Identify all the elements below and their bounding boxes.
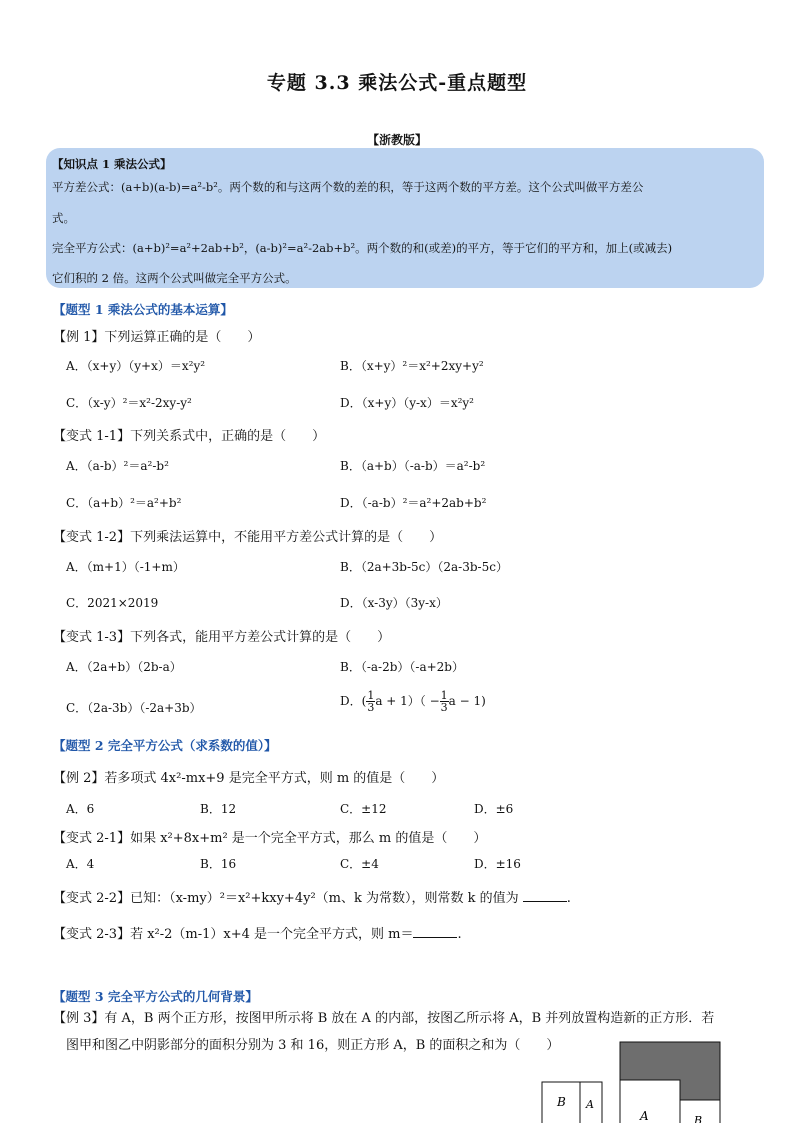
- section-heading-type3: 【题型 3 完全平方公式的几何背景】: [53, 989, 258, 1004]
- variant-2-2-end: .: [566, 891, 571, 906]
- fraction-one-third-2: [440, 690, 449, 713]
- variant-2-1-stem: 【变式 2-1】如果 x²+8x+m² 是一个完全平方式，那么 m 的值是（ ）: [53, 831, 487, 846]
- variant-1-3-option-b: B．（-a-2b）（-a+2b）: [340, 660, 464, 674]
- variant-2-2-stem: [53, 887, 571, 906]
- example-1-option-c: C．（x-y）²＝x²-2xy-y²: [66, 396, 192, 410]
- example-1-stem: 【例 1】下列运算正确的是（ ）: [53, 330, 261, 345]
- fraction-one-third: [366, 690, 375, 713]
- example-1-option-b: B．（x+y）²＝x²+2xy+y²: [340, 359, 484, 373]
- section-heading-type1: 【题型 1 乘法公式的基本运算】: [53, 302, 233, 317]
- example-2-option-d: D．±6: [474, 802, 514, 816]
- variant-1-3-option-d: [340, 690, 486, 713]
- variant-2-1-option-d: D．±16: [474, 857, 521, 871]
- square-a: [620, 1080, 680, 1123]
- example-1-option-a: A．（x+y）（y+x）＝x²y²: [66, 359, 206, 373]
- variant-2-3-text: 【变式 2-3】若 x²-2（m-1）x+4 是一个完全平方式，则 m＝: [53, 927, 414, 942]
- variant-1-3-stem: 【变式 1-3】下列各式，能用平方差公式计算的是（ ）: [53, 630, 391, 645]
- figure2-label-a: A: [640, 1109, 649, 1123]
- edition-label: 【浙教版】: [366, 133, 427, 147]
- option-d-prefix: D．(: [340, 694, 367, 708]
- example-1-option-d: D．（x+y）（y-x）＝x²y²: [340, 396, 474, 410]
- example-2-stem: 【例 2】若多项式 4x²-mx+9 是完全平方式，则 m 的值是（ ）: [53, 771, 445, 786]
- knowledge-box: [46, 148, 764, 288]
- knowledge-line-2: 式。: [52, 211, 75, 225]
- answer-blank[interactable]: [413, 925, 457, 938]
- knowledge-line-1: 平方差公式：(a+b)(a-b)=a²-b²。两个数的和与这两个数的差的积，等于这两个数的平方差。这个公式叫做平方差公: [52, 180, 644, 194]
- fraction-denominator-2: 3: [440, 701, 448, 714]
- variant-1-1-stem: 【变式 1-1】下列关系式中，正确的是（ ）: [53, 429, 326, 444]
- variant-2-1-option-b: B．16: [200, 857, 237, 871]
- variant-1-2-option-b: B．（2a+3b-5c）（2a-3b-5c）: [340, 560, 508, 574]
- variant-2-3-end: .: [457, 927, 462, 942]
- variant-1-2-stem: 【变式 1-2】下列乘法运算中，不能用平方差公式计算的是（ ）: [53, 530, 443, 545]
- variant-2-1-option-c: C．±4: [340, 857, 379, 871]
- example-2-option-c: C．±12: [340, 802, 387, 816]
- example-2-option-a: A．6: [66, 802, 95, 816]
- variant-1-1-option-a: A．（a-b）²＝a²-b²: [66, 459, 169, 473]
- figure-label-b: B: [557, 1095, 566, 1109]
- variant-1-1-option-b: B．（a+b）（-a-b）＝a²-b²: [340, 459, 486, 473]
- knowledge-line-4: 它们积的 2 倍。这两个公式叫做完全平方公式。: [52, 271, 297, 285]
- fraction-numerator-2: 1: [440, 689, 448, 702]
- figure2-label-b: B: [694, 1114, 703, 1123]
- knowledge-heading: 【知识点 1 乘法公式】: [52, 157, 172, 171]
- variant-1-1-option-d: D．（-a-b）²＝a²+2ab+b²: [340, 496, 487, 510]
- example-2-option-b: B．12: [200, 802, 237, 816]
- variant-2-2-text: 【变式 2-2】已知：（x-my）²＝x²+kxy+4y²（m、k 为常数），则常数 k 的值为: [53, 891, 519, 906]
- fraction-denominator: 3: [367, 701, 375, 714]
- variant-2-3-stem: [53, 923, 462, 942]
- figure-jia: [540, 1080, 604, 1123]
- fraction-numerator: 1: [367, 689, 375, 702]
- option-d-end: a − 1): [448, 694, 486, 708]
- variant-1-2-option-c: C．2021×2019: [66, 596, 159, 610]
- example-3-line-2: 图甲和图乙中阴影部分的面积分别为 3 和 16，则正方形 A，B 的面积之和为（ ）: [66, 1038, 560, 1053]
- example-3-line-1: 【例 3】有 A，B 两个正方形，按图甲所示将 B 放在 A 的内部，按图乙所示将 A，B 并列放置构造新的正方形．若: [53, 1011, 715, 1026]
- page-title: 专题 3.3 乘法公式-重点题型: [266, 72, 528, 94]
- variant-1-1-option-c: C．（a+b）²＝a²+b²: [66, 496, 182, 510]
- variant-2-1-option-a: A．4: [66, 857, 95, 871]
- answer-blank[interactable]: [523, 889, 567, 902]
- figure-label-a: A: [586, 1098, 594, 1111]
- figure-yi: [618, 1040, 722, 1123]
- variant-1-3-option-a: A．（2a+b）（2b-a）: [66, 660, 182, 674]
- variant-1-3-option-c: C．（2a-3b）（-2a+3b）: [66, 701, 202, 715]
- knowledge-line-3: 完全平方公式：(a+b)²=a²+2ab+b²，(a-b)²=a²-2ab+b²。两个数的和(或差)的平方，等于它们的平方和，加上(或减去): [52, 241, 673, 255]
- variant-1-2-option-a: A．（m+1）（-1+m）: [66, 560, 185, 574]
- option-d-middle: a + 1）（ −: [375, 694, 440, 708]
- variant-1-2-option-d: D．（x-3y）（3y-x）: [340, 596, 448, 610]
- section-heading-type2: 【题型 2 完全平方公式（求系数的值）】: [53, 738, 277, 753]
